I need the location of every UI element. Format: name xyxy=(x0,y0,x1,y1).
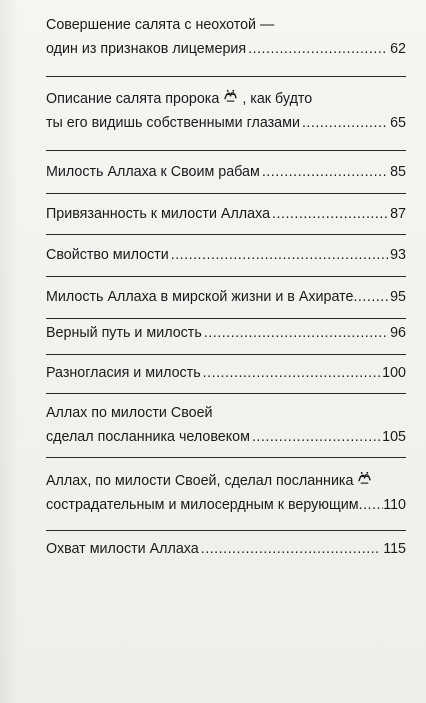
toc-entry-title: один из признаков лицемерия xyxy=(46,41,247,57)
leader-dots xyxy=(203,362,380,384)
toc-entry xyxy=(46,244,406,268)
page-number: 115 xyxy=(383,541,406,557)
page-number: 95 xyxy=(390,289,406,305)
toc-entry-line xyxy=(46,402,406,426)
leader-dots xyxy=(302,112,388,134)
leader-dots xyxy=(353,286,390,308)
toc-entry-line xyxy=(46,14,406,38)
divider xyxy=(46,150,406,151)
toc-entry xyxy=(46,362,406,386)
page-number: 65 xyxy=(390,115,406,131)
toc-entry-line xyxy=(46,38,406,62)
toc-entry-title: Описание салята пророка xyxy=(46,91,220,107)
toc-entry-title: Разногласия и милость xyxy=(46,365,201,381)
leader-dots xyxy=(252,426,380,448)
toc-entry-title-suffix: , как будто xyxy=(242,91,313,107)
divider xyxy=(46,234,406,235)
toc-entry-title: Охват милости Аллаха xyxy=(46,541,199,557)
leader-dots xyxy=(201,538,381,560)
toc-entry-line xyxy=(46,112,406,136)
toc-entry-line xyxy=(46,244,406,268)
divider xyxy=(46,193,406,194)
toc-entry-line xyxy=(46,470,406,494)
divider xyxy=(46,457,406,458)
leader-dots xyxy=(204,322,388,344)
page-number: 85 xyxy=(390,164,406,180)
divider xyxy=(46,354,406,355)
toc-entry-line xyxy=(46,362,406,386)
page-number: 96 xyxy=(390,325,406,341)
toc-entry-title: Милость Аллаха к Своим рабам xyxy=(46,164,260,180)
page-number: 62 xyxy=(390,41,406,57)
leader-dots xyxy=(272,203,388,225)
toc-entry-title: Свойство милости xyxy=(46,247,169,263)
divider xyxy=(46,393,406,394)
toc-entry-title: Верный путь и милость xyxy=(46,325,202,341)
toc-entry xyxy=(46,203,406,227)
toc-entry-title: Совершение салята с неохотой — xyxy=(46,17,275,33)
page-number: 93 xyxy=(390,247,406,263)
leader-dots xyxy=(359,494,384,516)
toc-entry-line xyxy=(46,88,406,112)
leader-dots xyxy=(262,161,388,183)
page-number: 105 xyxy=(382,429,406,445)
toc-entry-title: Аллах, по милости Своей, сделал посланника xyxy=(46,473,354,489)
page-number: 100 xyxy=(382,365,406,381)
divider xyxy=(46,276,406,277)
toc-entry xyxy=(46,286,406,310)
toc-entry-line xyxy=(46,322,406,346)
toc-entry-title: ты его видишь собственными глазами xyxy=(46,115,300,131)
toc-entry-line xyxy=(46,426,406,450)
page-number: 87 xyxy=(390,206,406,222)
toc-entry-title: сострадательным и милосердным к верующим xyxy=(46,497,359,513)
toc-entry-line xyxy=(46,203,406,227)
leader-dots xyxy=(171,244,388,266)
divider xyxy=(46,530,406,531)
toc-entry-line xyxy=(46,161,406,185)
toc-entry-title: Милость Аллаха в мирской жизни и в Ахирате xyxy=(46,289,354,305)
toc-entry xyxy=(46,161,406,185)
divider xyxy=(46,76,406,77)
salawat-ligature-icon xyxy=(357,470,372,485)
toc-entry-title: Аллах по милости Своей xyxy=(46,405,213,421)
page-number: 110 xyxy=(383,497,406,513)
toc-entry-line xyxy=(46,494,406,518)
toc-entry xyxy=(46,470,406,518)
toc-entry xyxy=(46,88,406,136)
toc-entry xyxy=(46,322,406,346)
toc-entry xyxy=(46,402,406,450)
salawat-ligature-icon xyxy=(223,88,238,103)
toc-entry xyxy=(46,538,406,562)
toc-entry-title: сделал посланника человеком xyxy=(46,429,250,445)
toc-entry-title: Привязанность к милости Аллаха xyxy=(46,206,271,222)
toc-entry xyxy=(46,14,406,62)
leader-dots xyxy=(248,38,388,60)
divider xyxy=(46,318,406,319)
toc-entry-line xyxy=(46,538,406,562)
toc-entry-line xyxy=(46,286,406,310)
